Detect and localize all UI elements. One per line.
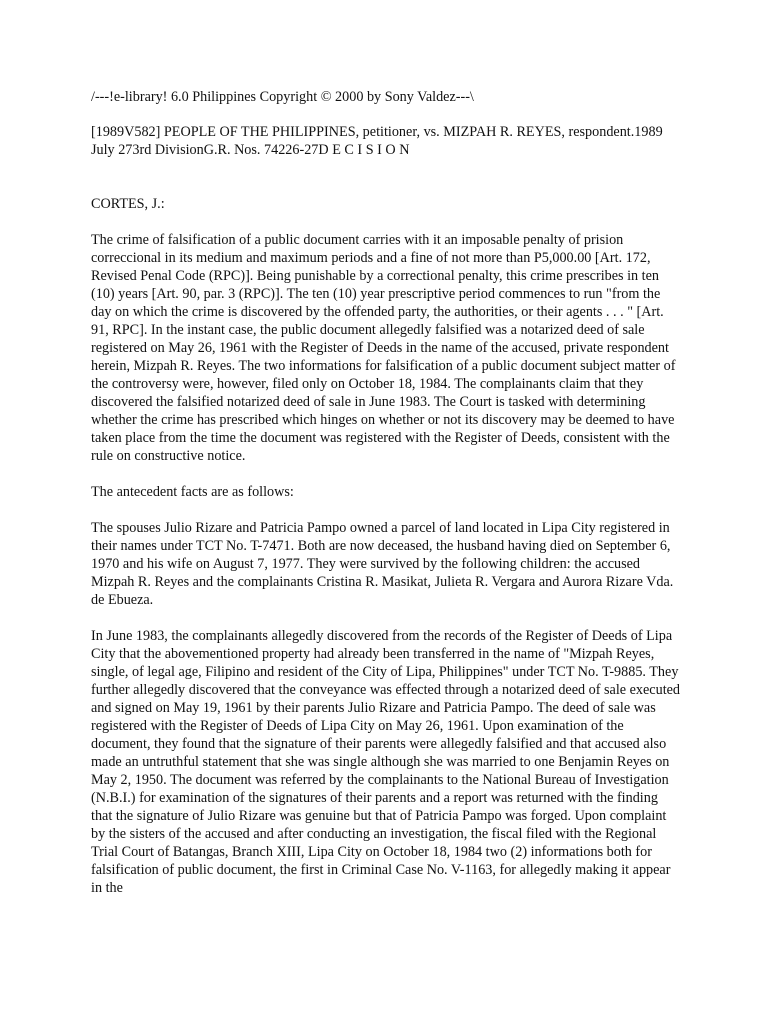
body-paragraph-3: The spouses Julio Rizare and Patricia Pampo owned a parcel of land located in Lipa City registered in their names under TCT No. T-7471. Both are now deceased, the husband having died on September 6, 1970 and his wife on August 7, 1977. They were survived by the following children: the accused Mizpah R. Reyes and the complainants Cristina R. Masikat, Julieta R. Vergara and Aurora Rizare Vda. de Ebueza. <box>91 520 674 608</box>
body-paragraph-4: In June 1983, the complainants allegedly discovered from the records of the Register of Deeds of Lipa City that the abovementioned property had already been transferred in the name of "Mizpah Reyes, single, of legal age, Filipino and resident of the City of Lipa, Philippines" under TCT No. T-9885. They further allegedly discovered that the conveyance was effected through a notarized deed of sale executed and signed on May 19, 1961 by their parents Julio Rizare and Patricia Pampo. The deed of sale was registered with the Register of Deeds of Lipa City on May 26, 1961. Upon examination of the document, they found that the signature of their parents were allegedly falsified and that accused also made an untruthful statement that she was single although she was married to one Benjamin Reyes on May 2, 1950. The document was referred by the complainants to the National Bureau of Investigation (N.B.I.) for examination of the signatures of their parents and a report was returned with the finding that the signature of Julio Rizare was genuine but that of Patricia Pampo was forged. Upon complaint by the sisters of the accused and after conducting an investigation, the fiscal filed with the Regional Trial Court of Batangas, Branch XIII, Lipa City on October 18, 1984 two (2) informations both for falsification of public document, the first in Criminal Case No. V-1163, for allegedly making it appear in the <box>91 628 681 896</box>
case-title: [1989V582] PEOPLE OF THE PHILIPPINES, petitioner, vs. MIZPAH R. REYES, respondent.1989 July 273rd DivisionG.R. Nos. 74226-27D E C I S I O N <box>91 124 663 158</box>
copyright-header: /---!e-library! 6.0 Philippines Copyright © 2000 by Sony Valdez---\ <box>91 89 474 105</box>
ponente-line: CORTES, J.: <box>91 196 165 212</box>
body-paragraph-2: The antecedent facts are as follows: <box>91 484 294 500</box>
document-page <box>91 88 681 915</box>
body-paragraph-1: The crime of falsification of a public document carries with it an imposable penalty of prision correccional in its medium and maximum periods and a fine of not more than P5,000.00 [Art. 172, Revised Penal Code (RPC)]. Being punishable by a correctional penalty, this crime prescribes in ten (10) years [Art. 90, par. 3 (RPC)]. The ten (10) year prescriptive period commences to run "from the day on which the crime is discovered by the offended party, the authorities, or their agents . . . " [Art. 91, RPC]. In the instant case, the public document allegedly falsified was a notarized deed of sale registered on May 26, 1961 with the Register of Deeds in the name of the accused, private respondent herein, Mizpah R. Reyes. The two informations for falsification of a public document subject matter of the controversy were, however, filed only on October 18, 1984. The complainants claim that they discovered the falsified notarized deed of sale in June 1983. The Court is tasked with determining whether the crime has prescribed which hinges on whether or not its discovery may be deemed to have taken place from the time the document was registered with the Register of Deeds, consistent with the rule on constructive notice. <box>91 232 676 464</box>
